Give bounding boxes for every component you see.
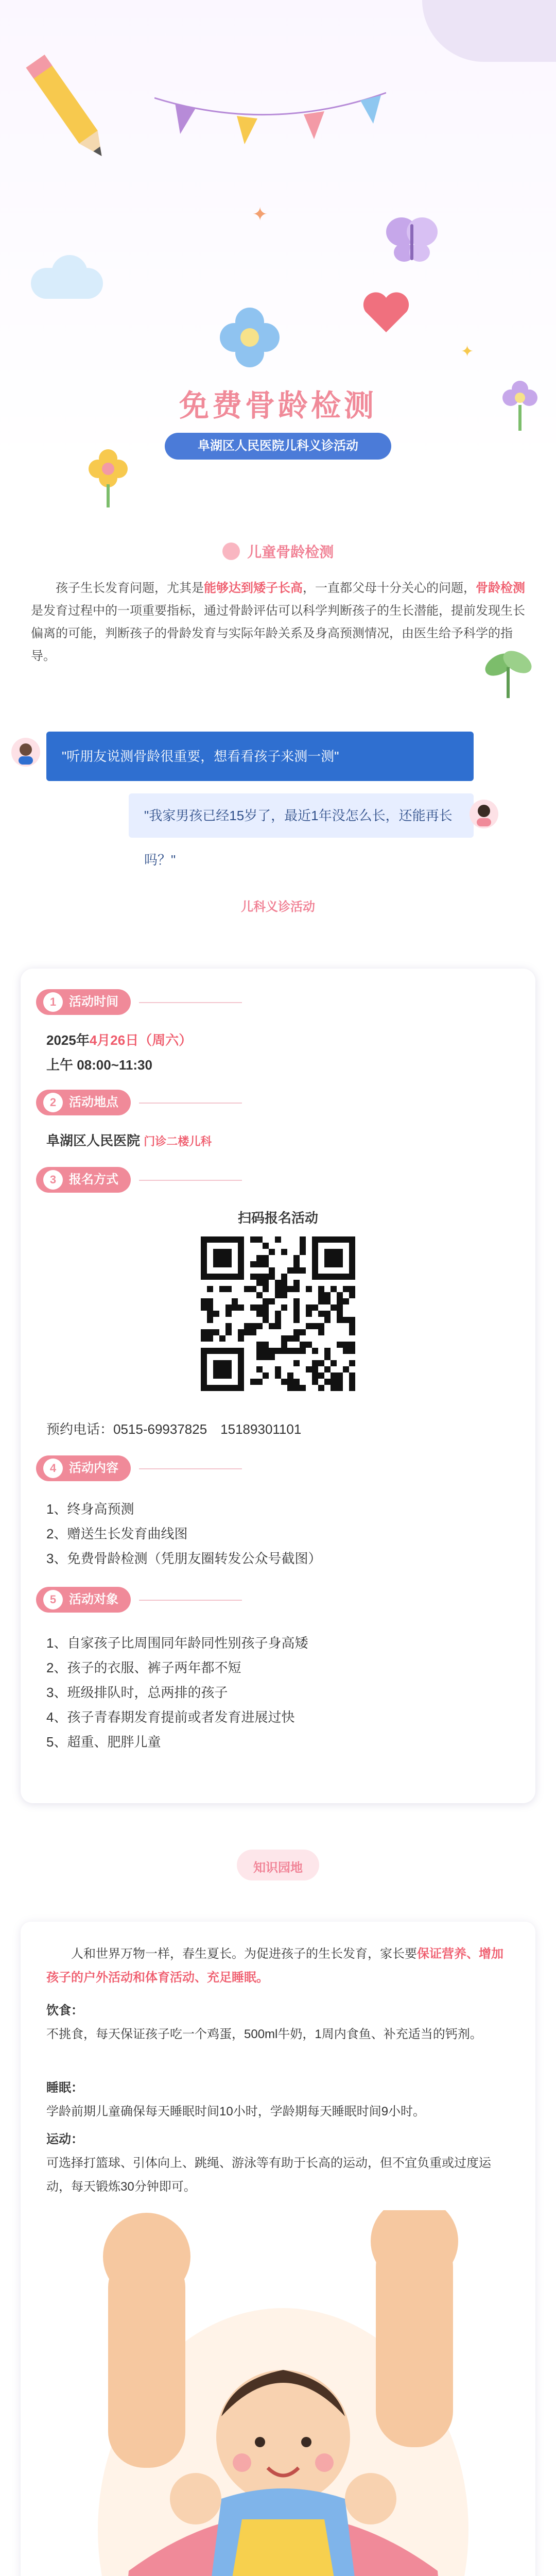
qr-module (293, 1348, 300, 1354)
qr-module (219, 1335, 225, 1342)
sleep-text: 学龄前期儿童确保每天睡眠时间10小时，学龄期每天睡眠时间9小时。 (46, 2105, 426, 2119)
qr-module (263, 1298, 269, 1304)
qr-module (207, 1317, 213, 1323)
qr-module (318, 1329, 324, 1335)
qr-module (343, 1348, 349, 1354)
qr-module (349, 1360, 355, 1366)
qr-module (275, 1286, 281, 1292)
qr-module (201, 1304, 207, 1311)
qr-module (318, 1323, 324, 1329)
intro-text: 孩子生长发育问题，尤其是 (56, 581, 204, 595)
qr-module (293, 1335, 300, 1342)
qr-module (207, 1329, 213, 1335)
qr-module (269, 1323, 275, 1329)
divider (139, 1180, 242, 1181)
qr-module (306, 1342, 312, 1348)
qr-module (256, 1342, 263, 1348)
qr-module (312, 1304, 318, 1311)
flower-icon (222, 543, 240, 560)
knowledge-heading: 知识园地 (253, 1861, 303, 1875)
place-badge (36, 1090, 131, 1115)
qr-module (349, 1342, 355, 1348)
qr-module (256, 1366, 263, 1372)
qr-module (300, 1329, 306, 1335)
qr-code[interactable] (201, 1236, 355, 1391)
qr-module (244, 1323, 250, 1329)
qr-module (256, 1280, 263, 1286)
qr-module (256, 1304, 263, 1311)
content-item: 1、终身高预测 (46, 1501, 134, 1517)
qr-module (225, 1329, 232, 1335)
badge-label: 活动地点 (69, 1095, 118, 1109)
qr-module (238, 1335, 244, 1342)
qr-module (337, 1372, 343, 1379)
qr-module (275, 1236, 281, 1243)
qr-module (225, 1304, 232, 1311)
qr-module (250, 1286, 256, 1292)
qr-module (293, 1255, 300, 1261)
sport-title: 运动： (46, 2132, 83, 2146)
qr-module (219, 1286, 225, 1292)
qr-module (318, 1298, 324, 1304)
qr-module (318, 1372, 324, 1379)
qr-module (256, 1292, 263, 1298)
event-place: 阜湖区人民医院 门诊二楼儿科 (46, 1133, 212, 1148)
intro-paragraph (31, 577, 525, 668)
qr-module (331, 1360, 337, 1366)
qr-module (300, 1243, 306, 1249)
qr-module (207, 1335, 213, 1342)
qr-module (263, 1317, 269, 1323)
qr-module (318, 1360, 324, 1366)
qr-module (349, 1286, 355, 1292)
qr-module (287, 1348, 293, 1354)
qr-module (250, 1323, 256, 1329)
target-badge (36, 1587, 131, 1613)
qr-module (263, 1304, 269, 1311)
hero-subtitle: 阜湖区人民医院儿科义诊活动 (165, 433, 391, 460)
qr-module (331, 1304, 337, 1311)
qr-module (263, 1286, 269, 1292)
qr-module (318, 1311, 324, 1317)
qr-module (337, 1292, 343, 1298)
qr-module (281, 1379, 287, 1385)
qr-module (337, 1298, 343, 1304)
cloud-decoration (422, 0, 556, 62)
qr-module (281, 1280, 287, 1286)
qr-module (244, 1329, 250, 1335)
qr-module (343, 1366, 349, 1372)
qr-module (263, 1243, 269, 1249)
qr-module (287, 1372, 293, 1379)
qr-module (324, 1298, 331, 1304)
divider (139, 1002, 242, 1003)
qr-module (281, 1342, 287, 1348)
qr-module (337, 1342, 343, 1348)
content-item: 2、赠送生长发育曲线图 (46, 1526, 188, 1541)
qr-module (263, 1261, 269, 1267)
qr-module (256, 1255, 263, 1261)
qr-module (349, 1372, 355, 1379)
sleep-title: 睡眠： (46, 2081, 83, 2095)
qr-module (213, 1329, 219, 1335)
qr-module (269, 1348, 275, 1354)
qr-module (263, 1372, 269, 1379)
qr-module (293, 1280, 300, 1286)
qr-finder (324, 1249, 343, 1267)
qr-module (281, 1274, 287, 1280)
qr-module (293, 1385, 300, 1391)
qr-module (207, 1311, 213, 1317)
qr-module (287, 1379, 293, 1385)
target-item: 2、孩子的衣服、裤子两年都不短 (46, 1660, 241, 1675)
qr-module (275, 1317, 281, 1323)
qr-module (343, 1342, 349, 1348)
qr-module (213, 1311, 219, 1317)
intro-text: 是发育过程中的一项重要指标，通过骨龄评估可以科学判断孩子的生长潜能，提前发现生长偏离的可能，判断孩子的骨龄发育与实际年龄关系及身高预测情况，由医生给予科学的指导。 (31, 604, 525, 663)
diet-text: 不挑食，每天保证孩子吃一个鸡蛋，500ml牛奶，1周内食鱼、补充适当的钙剂。 (46, 2027, 482, 2041)
butterfly-icon (381, 211, 443, 268)
qr-module (324, 1354, 331, 1360)
qr-module (207, 1298, 213, 1304)
qr-module (232, 1298, 238, 1304)
qr-module (263, 1311, 269, 1317)
qr-module (256, 1354, 263, 1360)
qr-module (287, 1335, 293, 1342)
qr-module (281, 1304, 287, 1311)
qr-module (349, 1329, 355, 1335)
qr-module (312, 1379, 318, 1385)
heart-icon (360, 289, 412, 335)
qr-module (300, 1267, 306, 1274)
qr-module (324, 1292, 331, 1298)
qr-module (275, 1366, 281, 1372)
qr-module (312, 1366, 318, 1372)
qr-module (343, 1317, 349, 1323)
qr-module (337, 1311, 343, 1317)
qr-module (337, 1385, 343, 1391)
qr-module (293, 1317, 300, 1323)
qr-module (300, 1249, 306, 1255)
intro-highlight: 能够达到矮子长高 (204, 581, 303, 595)
parent-child-illustration (67, 2210, 489, 2576)
qr-module (318, 1286, 324, 1292)
qr-module (238, 1304, 244, 1311)
qr-module (281, 1292, 287, 1298)
qr-module (256, 1311, 263, 1317)
qr-module (293, 1379, 300, 1385)
qr-module (343, 1286, 349, 1292)
qr-module (201, 1329, 207, 1335)
qr-module (263, 1342, 269, 1348)
content-badge (36, 1455, 131, 1481)
qr-module (269, 1298, 275, 1304)
qr-module (207, 1304, 213, 1311)
flower-icon (216, 304, 283, 371)
qr-module (225, 1311, 232, 1317)
badge-number: 5 (43, 1590, 63, 1609)
event-phone: 预约电话：0515-69937825 15189301101 (46, 1421, 302, 1437)
target-item: 3、班级排队时，总两排的孩子 (46, 1685, 228, 1700)
qr-module (263, 1274, 269, 1280)
bunting-icon (154, 77, 386, 155)
qr-module (275, 1292, 281, 1298)
qr-module (318, 1292, 324, 1298)
target-item: 5、超重、肥胖儿童 (46, 1734, 161, 1750)
qr-module (256, 1348, 263, 1354)
qr-module (275, 1348, 281, 1354)
qr-module (275, 1311, 281, 1317)
intro-heading-wrap (0, 541, 556, 562)
qr-module (349, 1385, 355, 1391)
scan-text: 扫码报名活动 (237, 1210, 318, 1226)
qr-module (250, 1304, 256, 1311)
qr-module (207, 1286, 213, 1292)
intro-heading: 儿童骨龄检测 (247, 544, 334, 560)
qr-module (201, 1335, 207, 1342)
divider (139, 1600, 242, 1601)
qr-module (312, 1372, 318, 1379)
time-badge (36, 989, 131, 1015)
divider (139, 1468, 242, 1469)
diet-title: 饮食： (46, 2004, 83, 2018)
qr-module (331, 1372, 337, 1379)
qr-module (300, 1236, 306, 1243)
chat-bubble-answer: "我家男孩已经15岁了，最近1年没怎么长，还能再长吗？" (129, 793, 474, 838)
badge-label: 活动时间 (69, 995, 118, 1009)
qr-module (250, 1261, 256, 1267)
qr-module (275, 1372, 281, 1379)
qr-finder (213, 1249, 232, 1267)
qr-module (337, 1317, 343, 1323)
qr-module (263, 1348, 269, 1354)
avatar (10, 737, 41, 768)
pencil-icon (15, 41, 118, 175)
qr-module (331, 1379, 337, 1385)
qr-module (293, 1360, 300, 1366)
qr-module (293, 1286, 300, 1292)
qr-module (306, 1323, 312, 1329)
qr-module (275, 1280, 281, 1286)
qr-module (269, 1274, 275, 1280)
qr-module (287, 1385, 293, 1391)
hero-banner (0, 0, 556, 670)
badge-number: 4 (43, 1459, 63, 1478)
qr-module (349, 1323, 355, 1329)
flower-icon (82, 443, 134, 510)
target-item: 4、孩子青春期发育提前或者发育进展过快 (46, 1709, 295, 1725)
qr-module (250, 1236, 256, 1243)
qr-module (256, 1323, 263, 1329)
qr-module (349, 1379, 355, 1385)
badge-label: 报名方式 (69, 1173, 118, 1187)
qr-module (281, 1286, 287, 1292)
qr-module (250, 1329, 256, 1335)
qr-module (331, 1385, 337, 1391)
qr-module (337, 1304, 343, 1311)
qr-module (293, 1298, 300, 1304)
qr-module (324, 1379, 331, 1385)
qr-module (349, 1348, 355, 1354)
event-card (21, 969, 535, 1803)
qr-module (300, 1342, 306, 1348)
qr-module (269, 1249, 275, 1255)
content-item: 3、免费骨龄检测（凭朋友圈转发公众号截图） (46, 1551, 322, 1566)
badge-label: 活动对象 (69, 1592, 118, 1606)
qr-module (318, 1385, 324, 1391)
qr-module (293, 1267, 300, 1274)
qr-module (281, 1249, 287, 1255)
qr-module (250, 1274, 256, 1280)
event-date: 2025年4月26日（周六） (46, 1032, 193, 1048)
qr-module (232, 1304, 238, 1311)
qr-module (293, 1329, 300, 1335)
badge-number: 1 (43, 992, 63, 1012)
badge-number: 2 (43, 1093, 63, 1112)
qr-module (306, 1286, 312, 1292)
knowledge-card (21, 1922, 535, 2576)
qr-module (306, 1304, 312, 1311)
qr-module (244, 1286, 250, 1292)
qr-module (263, 1354, 269, 1360)
cloud-decoration (51, 255, 88, 291)
divider (139, 1103, 242, 1104)
qr-module (324, 1311, 331, 1317)
badge-number: 3 (43, 1170, 63, 1190)
sport-text: 可选择打篮球、引体向上、跳绳、游泳等有助于长高的运动，但不宜负重或过度运动，每天锻炼30分钟即可。 (46, 2156, 491, 2194)
form-badge (36, 1167, 131, 1193)
qr-module (256, 1274, 263, 1280)
intro-text: ，一直都父母十分关心的问题， (303, 581, 476, 595)
event-time: 上午 08:00~11:30 (46, 1057, 152, 1073)
qr-module (281, 1348, 287, 1354)
intro-highlight: 骨龄检测 (476, 581, 525, 595)
qr-module (263, 1255, 269, 1261)
qr-finder (213, 1360, 232, 1379)
qr-module (256, 1236, 263, 1243)
qr-module (250, 1379, 256, 1385)
avatar (468, 799, 499, 829)
qr-module (312, 1360, 318, 1366)
chat-label: 儿科义诊活动 (241, 900, 315, 914)
qr-module (293, 1311, 300, 1317)
qr-module (275, 1323, 281, 1329)
qr-module (306, 1366, 312, 1372)
qr-module (343, 1298, 349, 1304)
qr-module (324, 1348, 331, 1354)
qr-module (281, 1335, 287, 1342)
qr-module (300, 1385, 306, 1391)
qr-module (306, 1311, 312, 1317)
qr-module (238, 1329, 244, 1335)
qr-module (349, 1317, 355, 1323)
qr-module (349, 1292, 355, 1298)
qr-module (269, 1267, 275, 1274)
qr-module (256, 1261, 263, 1267)
qr-module (225, 1286, 232, 1292)
qr-module (263, 1280, 269, 1286)
qr-module (293, 1261, 300, 1267)
target-item: 1、自家孩子比周围同年龄同性别孩子身高矮 (46, 1635, 308, 1651)
knowledge-intro: 人和世界万物一样，春生夏长。为促进孩子的生长发育，家长要保证营养、增加孩子的户外活动和体育活动、充足睡眠。 (46, 1947, 503, 1985)
plant-icon (479, 639, 535, 701)
chat-bubble-question: "听朋友说测骨龄很重要，想看看孩子来测一测" (46, 732, 474, 781)
qr-module (293, 1304, 300, 1311)
qr-module (312, 1348, 318, 1354)
sparkle-icon: ✦ (252, 204, 268, 225)
badge-label: 活动内容 (69, 1461, 118, 1475)
qr-module (300, 1348, 306, 1354)
qr-module (201, 1298, 207, 1304)
sparkle-icon: ✦ (461, 343, 474, 360)
qr-module (337, 1379, 343, 1385)
qr-module (225, 1323, 232, 1329)
qr-module (256, 1379, 263, 1385)
qr-module (287, 1267, 293, 1274)
hero-title: 免费骨龄检测 (179, 389, 377, 422)
qr-module (312, 1323, 318, 1329)
qr-module (324, 1317, 331, 1323)
qr-module (324, 1366, 331, 1372)
qr-module (269, 1354, 275, 1360)
qr-module (287, 1286, 293, 1292)
qr-module (331, 1286, 337, 1292)
